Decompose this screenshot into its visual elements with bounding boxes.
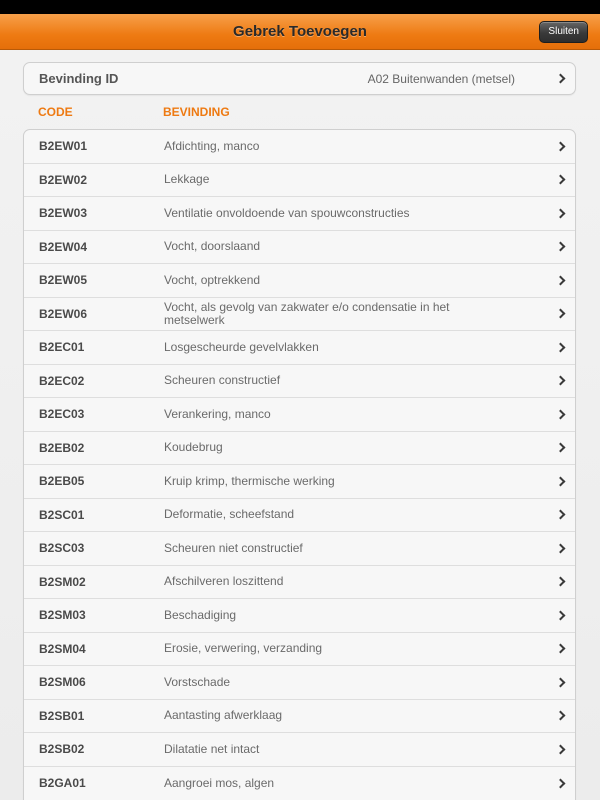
list-item[interactable] [24, 298, 575, 332]
list-item[interactable] [24, 465, 575, 499]
item-description: Vocht, optrekkend [164, 272, 261, 287]
column-header-code: CODE [38, 105, 73, 119]
chevron-right-icon [556, 175, 566, 185]
item-description: Erosie, verwering, verzanding [164, 641, 323, 656]
item-code: B2SM03 [39, 608, 86, 623]
chevron-right-icon [556, 242, 566, 252]
item-description: Dilatatie net intact [164, 741, 260, 756]
chevron-right-icon [556, 476, 566, 486]
page-title: Gebrek Toevoegen [233, 23, 367, 40]
list-item[interactable] [24, 197, 575, 231]
item-code: B2EB02 [39, 440, 85, 455]
list-item[interactable] [24, 231, 575, 265]
item-code: B2EW04 [39, 239, 88, 254]
item-code: B2SM02 [39, 574, 86, 589]
item-description: Deformatie, scheefstand [164, 507, 295, 522]
item-code: B2EB05 [39, 474, 85, 489]
list-item[interactable] [24, 633, 575, 667]
chevron-right-icon [556, 610, 566, 620]
item-code: B2EC03 [39, 407, 85, 422]
chevron-right-icon [556, 577, 566, 587]
close-button[interactable]: Sluiten [539, 21, 588, 43]
item-code: B2SM06 [39, 675, 86, 690]
chevron-right-icon [556, 74, 566, 84]
list-item[interactable] [24, 566, 575, 600]
item-description: Ventilatie onvoldoende van spouwconstructies [164, 205, 410, 220]
item-code: B2SC01 [39, 507, 85, 522]
chevron-right-icon [556, 510, 566, 520]
item-code: B2EW06 [39, 306, 88, 321]
item-description: Scheuren niet constructief [164, 540, 303, 555]
item-description: Verankering, manco [164, 406, 271, 421]
item-code: B2SC03 [39, 541, 85, 556]
item-code: B2EW03 [39, 206, 88, 221]
chevron-right-icon [556, 275, 566, 285]
item-description: Lekkage [164, 172, 210, 187]
item-code: B2EC01 [39, 340, 85, 355]
list-item[interactable] [24, 532, 575, 566]
main-content [0, 50, 600, 800]
chevron-right-icon [556, 409, 566, 419]
list-item[interactable] [24, 164, 575, 198]
list-item[interactable] [24, 365, 575, 399]
chevron-right-icon [556, 342, 566, 352]
item-description: Losgescheurde gevelvlakken [164, 339, 319, 354]
item-description: Scheuren constructief [164, 373, 281, 388]
list-item[interactable] [24, 700, 575, 734]
item-description: Vocht, als gevolg van zakwater e/o condensatie in het metselwerk [164, 299, 450, 327]
bevinding-id-label: Bevinding ID [39, 71, 119, 86]
item-code: B2EW02 [39, 172, 88, 187]
bevinding-id-card [23, 62, 576, 95]
item-code: B2SB02 [39, 742, 85, 757]
list-item[interactable] [24, 733, 575, 767]
chevron-right-icon [556, 543, 566, 553]
list-item[interactable] [24, 432, 575, 466]
list-item[interactable] [24, 599, 575, 633]
item-code: B2SB01 [39, 708, 85, 723]
item-description: Vorstschade [164, 674, 231, 689]
navigation-bar [0, 14, 600, 50]
chevron-right-icon [556, 376, 566, 386]
chevron-right-icon [556, 778, 566, 788]
chevron-right-icon [556, 309, 566, 319]
chevron-right-icon [556, 744, 566, 754]
column-header-bevinding: BEVINDING [163, 105, 230, 119]
bevinding-id-row[interactable] [24, 63, 575, 94]
item-code: B2EW05 [39, 273, 88, 288]
chevron-right-icon [556, 711, 566, 721]
list-item[interactable] [24, 499, 575, 533]
chevron-right-icon [556, 141, 566, 151]
item-description: Koudebrug [164, 440, 223, 455]
list-item[interactable] [24, 666, 575, 700]
bevinding-id-value: A02 Buitenwanden (metsel) [367, 71, 515, 86]
item-description: Aantasting afwerklaag [164, 708, 283, 723]
list-item[interactable] [24, 767, 575, 800]
chevron-right-icon [556, 677, 566, 687]
list-item[interactable] [24, 130, 575, 164]
item-code: B2GA01 [39, 776, 86, 791]
list-item[interactable] [24, 398, 575, 432]
item-description: Vocht, doorslaand [164, 239, 261, 254]
chevron-right-icon [556, 443, 566, 453]
status-bar [0, 0, 600, 14]
item-description: Afdichting, manco [164, 138, 260, 153]
list-item[interactable] [24, 331, 575, 365]
item-description: Afschilveren loszittend [164, 574, 284, 589]
list-item[interactable] [24, 264, 575, 298]
item-description: Kruip krimp, thermische werking [164, 473, 335, 488]
item-description: Aangroei mos, algen [164, 775, 275, 790]
chevron-right-icon [556, 644, 566, 654]
item-code: B2EC02 [39, 373, 85, 388]
item-code: B2SM04 [39, 641, 86, 656]
chevron-right-icon [556, 208, 566, 218]
item-description: Beschadiging [164, 607, 237, 622]
column-headers [23, 105, 576, 123]
bevinding-list [23, 129, 576, 800]
item-code: B2EW01 [39, 139, 88, 154]
